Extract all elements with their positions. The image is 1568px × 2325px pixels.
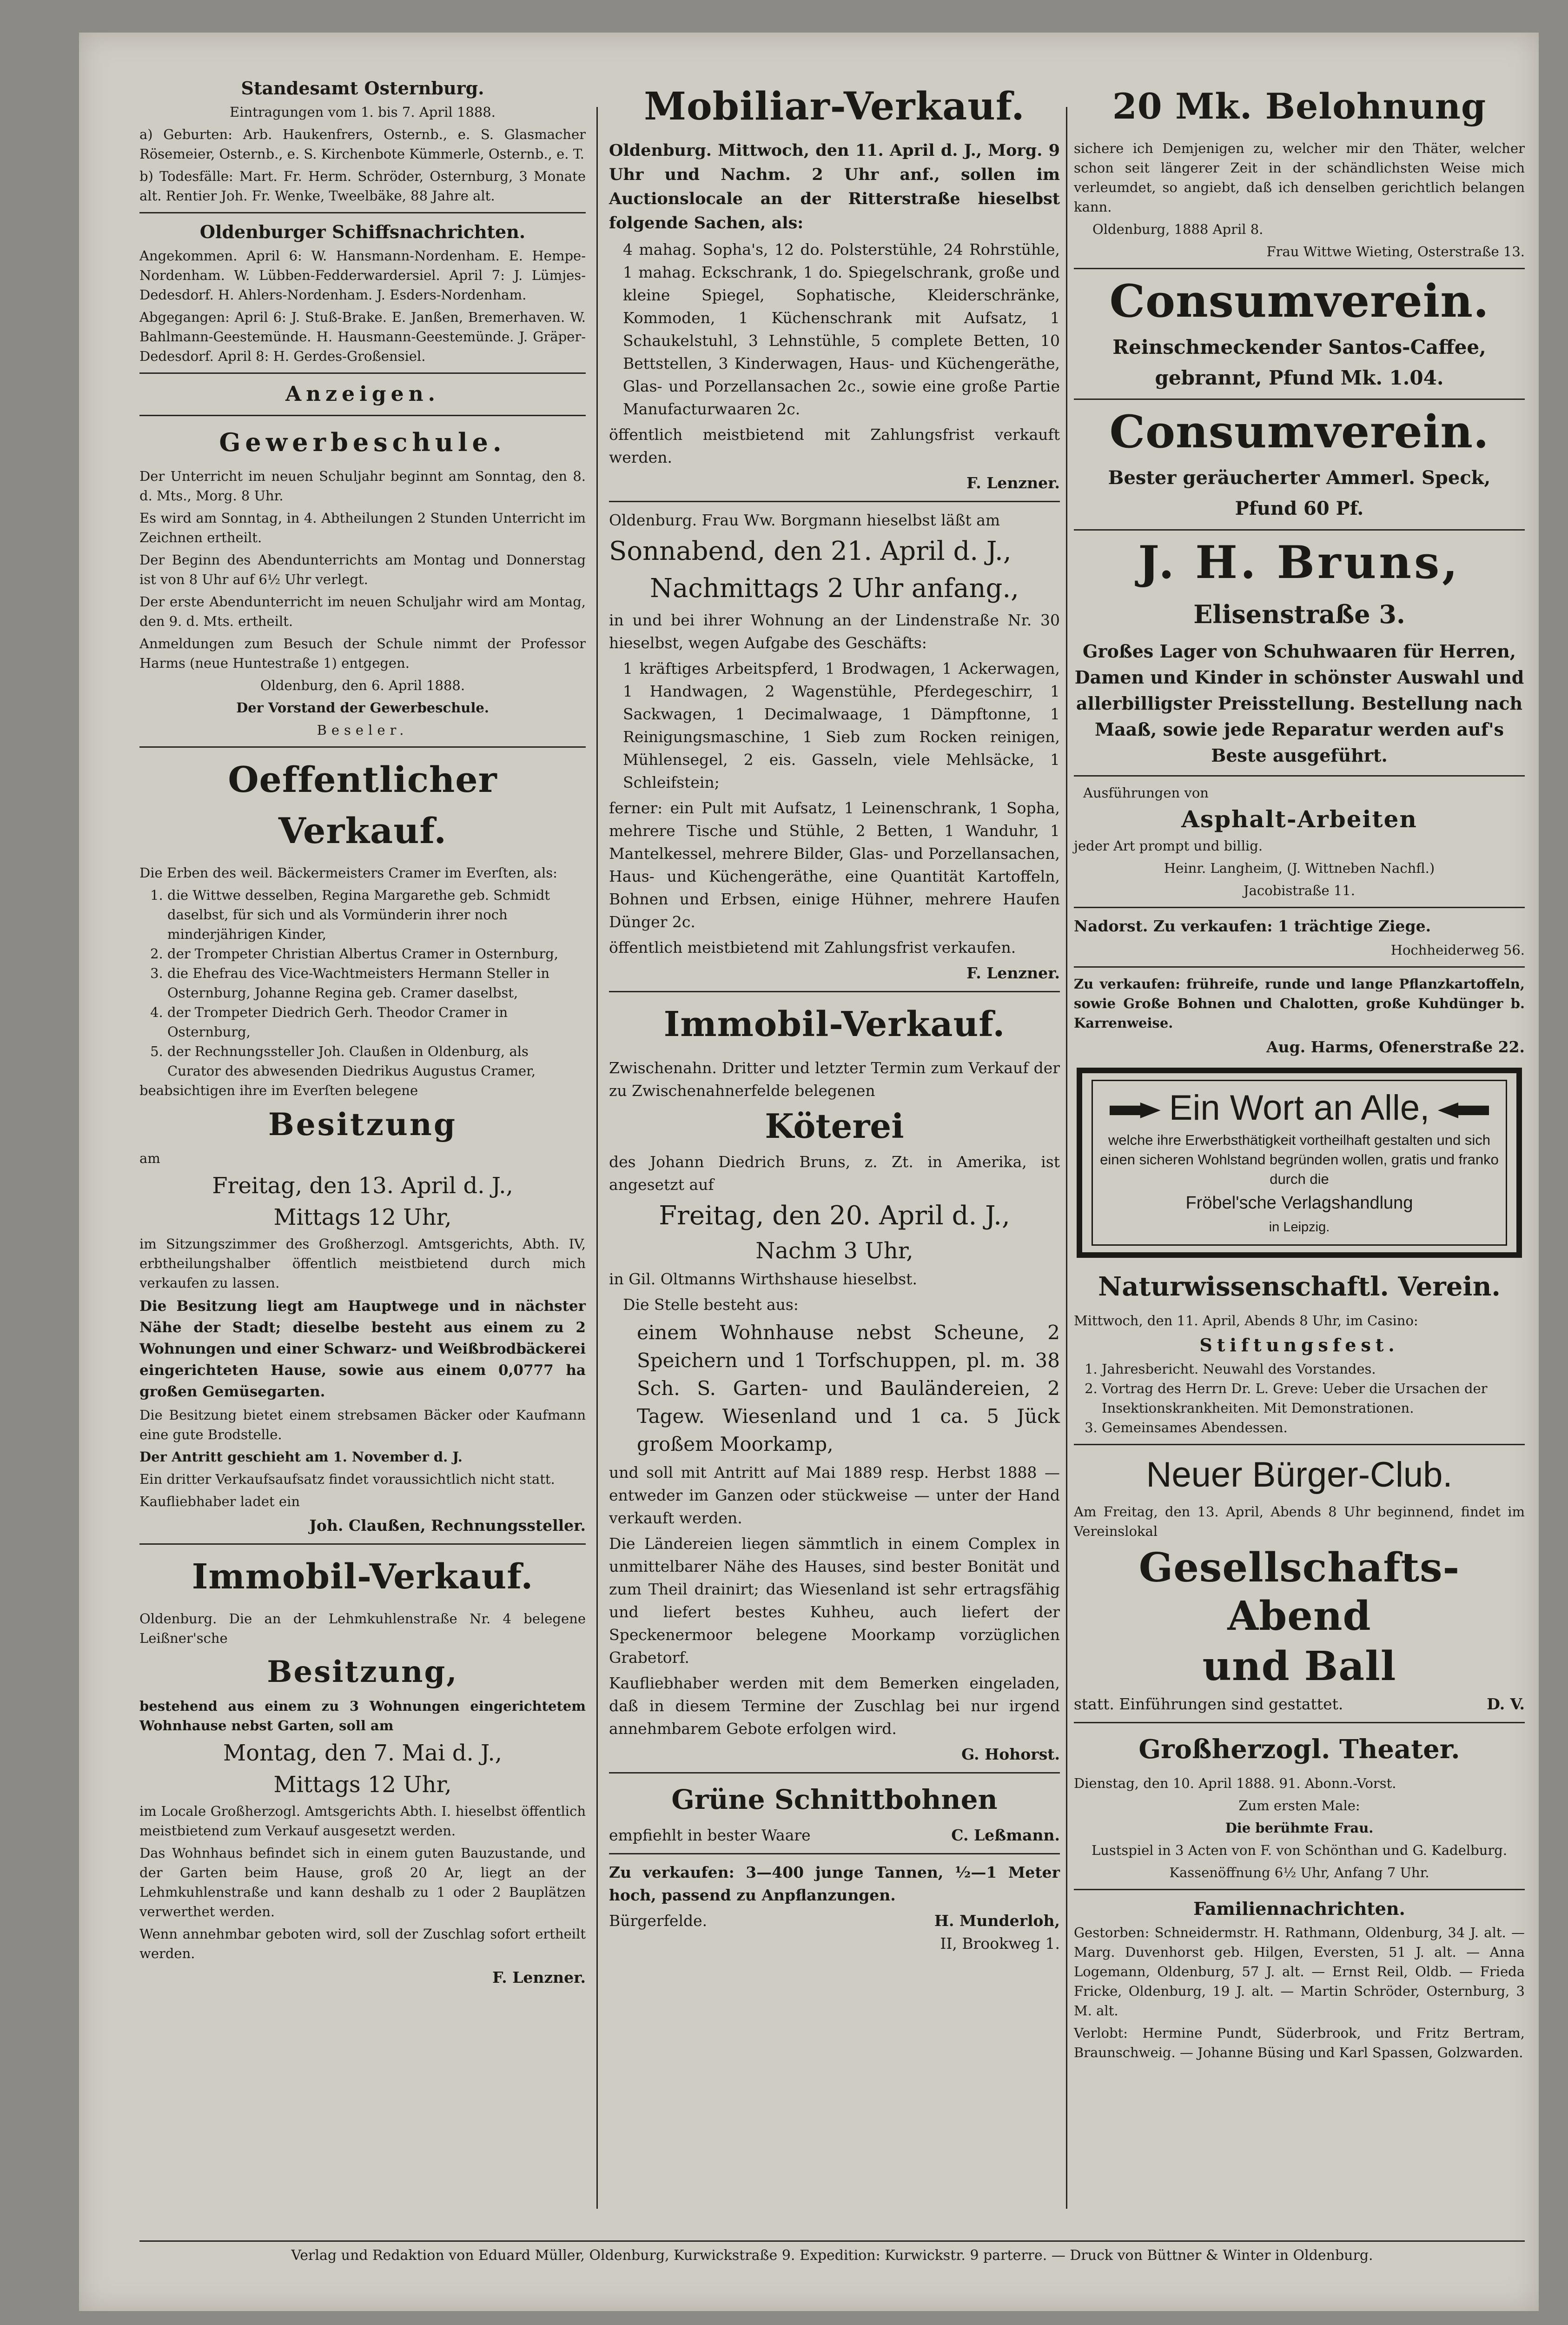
verkauf-cramer-intro: Die Erben des weil. Bäckermeisters Cramer im Everſten, als: — [139, 865, 557, 881]
kartoffeln-text: Zu verkaufen: frühreife, runde und lange Pflanzkartoffeln, sowie Große Bohnen und Chalotten, große Kuhdünger b. Karrenweise. — [1074, 976, 1525, 1031]
familie-deaths: Gestorben: Schneidermstr. H. Rathmann, Oldenburg, 34 J. alt. — Marg. Duvenhorst geb. Hilgen, Eversten, 51 J. alt. — Anna Logemann, Oldenburg, 57 J. alt. — Ernst Reil, Oldb. — Frieda Fricke, Oldenburg, 19 J. alt. — Martin Schröder, Osternburg, 3 M. alt. — [1074, 1925, 1525, 2019]
mobiliar-ad — [609, 81, 1060, 494]
buerger-club-event2: und Ball — [1202, 1643, 1396, 1690]
verkauf-cramer-p4: Ein dritter Verkaufsaufsatz findet voraussichtlich nicht statt. — [139, 1471, 555, 1487]
standesamt-births: a) Geburten: Arb. Haukenfrers, Osternb., e. S. Glasmacher Rösemeier, Osternb., e. S. Kirchenbote Kümmerle, Osternb., e. T. — [139, 126, 586, 162]
standesamt-title: Standesamt Osternburg. — [241, 78, 484, 99]
verkauf-cramer-object: Besitzung — [268, 1106, 457, 1143]
pointing-hand-icon — [1110, 1103, 1161, 1118]
buerger-club-title: Neuer Bürger-Club. — [1146, 1455, 1453, 1495]
standesamt-deaths: b) Todesfälle: Mart. Fr. Herm. Schröder, Osternburg, 3 Monate alt. Rentier Joh. Fr. Wenke, Tweelbäke, 88 Jahre alt. — [139, 168, 586, 204]
divider — [139, 212, 586, 213]
tannen-text: Zu verkaufen: 3—400 junge Tannen, ½—1 Meter hoch, passend zu Anpflanzungen. — [609, 1863, 1060, 1904]
gewerbeschule-date: Oldenburg, den 6. April 1888. — [260, 678, 465, 693]
divider — [609, 991, 1060, 992]
bruns-street: Elisenstraße 3. — [1193, 599, 1405, 629]
theater-first: Zum ersten Male: — [1238, 1798, 1360, 1814]
column-rule-2 — [1066, 107, 1067, 2209]
theater-play: Die berühmte Frau. — [1225, 1820, 1374, 1836]
gewerbeschule-p3: Der Beginn des Abendunterrichts am Montag und Donnerstag ist von 8 Uhr auf 6½ Uhr verlegt. — [139, 552, 586, 587]
divider — [609, 1853, 1060, 1854]
immobil-koeterei-items: einem Wohnhause nebst Scheune, 2 Speichern und 1 Torfschuppen, pl. m. 38 Sch. S. Garten- und Bauländereien, 2 Tagew. Wiesenland und 1 ca. 5 Jück großem Moorkamp, — [637, 1321, 1060, 1455]
consum-caffee-l2: gebrannt, Pfund Mk. 1.04. — [1155, 366, 1444, 389]
imprint-footer: Verlag und Redaktion von Eduard Müller, Oldenburg, Kurwickstraße 9. Expedition: Kurwickstr. 9 parterre. — Druck von Büttner & Winter in Oldenburg. — [139, 2240, 1525, 2264]
heir-item: 5. der Rechnungssteller Joh. Claußen in Oldenburg, als Curator des abwesenden Diedrikus Augustus Cramer, — [167, 1042, 586, 1081]
divider — [1074, 1889, 1525, 1890]
program-item: 1. Jahresbericht. Neuwahl des Vorstandes. — [1102, 1359, 1525, 1379]
bruns-ad — [1074, 537, 1525, 769]
asphalt-title: Asphalt-Arbeiten — [1181, 805, 1417, 833]
theater-time: Kassenöffnung 6½ Uhr, Anfang 7 Uhr. — [1169, 1865, 1429, 1880]
asphalt-ad — [1074, 783, 1525, 900]
tannen-sign: H. Munderloh, — [934, 1912, 1060, 1930]
immobil-koeterei-owner: des Johann Diedrich Bruns, z. Zt. in Amerika, ist angesetzt auf — [609, 1153, 1060, 1194]
immobil-leissner-date: Montag, den 7. Mai d. J., — [223, 1740, 503, 1766]
borgmann-further: ferner: ein Pult mit Aufsatz, 1 Leinenschrank, 1 Sopha, mehrere Tische und Stühle, 2 Betten, 1 Wanduhr, 1 Mantelkessel, mehrere Bilder, Glas- und Porzellansachen, Haus- und Küchengeräthe, eine Quantität Kartoffeln, Bohnen und Erbsen, einige Hühner, mehrere Haufen Dünger 2c. — [609, 799, 1060, 931]
mobiliar-sign: F. Lenzner. — [966, 474, 1060, 492]
schiff-section — [139, 220, 586, 366]
schiff-title: Oldenburger Schiffsnachrichten. — [199, 221, 526, 242]
divider — [139, 746, 586, 748]
theater-desc: Lustspiel in 3 Acten von F. von Schönthan und G. Kadelburg. — [1091, 1842, 1508, 1858]
divider — [609, 501, 1060, 502]
immobil-leissner-object: Besitzung, — [267, 1654, 458, 1689]
verkauf-cramer-date: Freitag, den 13. April d. J., — [212, 1173, 513, 1199]
ein-wort-ad — [1077, 1068, 1522, 1258]
immobil-leissner-place: im Locale Großherzogl. Amtsgerichts Abth. I. hieselbst öffentlich meistbietend zum Verkauf ausgesetzt werden. — [139, 1803, 586, 1839]
anzeigen-heading: Anzeigen. — [285, 382, 440, 406]
immobil-koeterei-p2: und soll mit Antritt auf Mai 1889 resp. Herbst 1888 — entweder im Ganzen oder stückweise — unter der Hand verkauft werden. — [609, 1463, 1060, 1527]
standesamt-section — [139, 76, 586, 206]
divider — [1074, 399, 1525, 400]
familie-engaged: Verlobt: Hermine Pundt, Süderbrook, und Fritz Bertram, Braunschweig. — Johanne Büsing und Karl Spassen, Golzwarden. — [1074, 2025, 1525, 2060]
immobil-leissner-intro: Oldenburg. Die an der Lehmkuhlenstraße Nr. 4 belegene Leißner'sche — [139, 1611, 586, 1646]
divider — [1074, 1722, 1525, 1723]
tannen-ad — [609, 1861, 1060, 1955]
familie-section — [1074, 1897, 1525, 2062]
gewerbeschule-p4: Der erste Abendunterricht im neuen Schuljahr wird am Montag, den 9. d. Mts. ertheilt. — [139, 594, 586, 629]
borgmann-date: Sonnabend, den 21. April d. J., — [609, 536, 1012, 566]
heir-item: 2. der Trompeter Christian Albertus Cramer in Osternburg, — [167, 944, 586, 963]
immobil-leissner-sign: F. Lenzner. — [492, 1968, 586, 1986]
column-rule-1 — [596, 107, 598, 2209]
heir-item: 3. die Ehefrau des Vice-Wachtmeisters Hermann Steller in Osternburg, Johanne Regina geb. Cramer daselbst, — [167, 963, 586, 1003]
mobiliar-title: Mobiliar-Verkauf. — [644, 84, 1025, 129]
borgmann-sign: F. Lenzner. — [966, 964, 1060, 982]
natur-program-list — [1074, 1359, 1525, 1437]
column-1 — [139, 74, 586, 1992]
gewerbeschule-title: Gewerbeschule. — [219, 427, 506, 457]
bruns-title: J. H. Bruns, — [1138, 536, 1461, 589]
buerger-club-text: Am Freitag, den 13. April, Abends 8 Uhr beginnend, findet im Vereinslokal — [1074, 1504, 1525, 1539]
consum-speck-title: Consumverein. — [1109, 405, 1489, 458]
immobil-koeterei-intro: Zwischenahn. Dritter und letzter Termin zum Verkauf der zu Zwischenahnerfelde belegenen — [609, 1059, 1060, 1100]
belohnung-text: sichere ich Demjenigen zu, welcher mir den Thäter, welcher schon seit längerer Zeit in der schändlichsten Weise mich verleumdet, so angiebt, daß ich denselben gerichtlich belangen kann. — [1074, 140, 1525, 215]
divider — [609, 1772, 1060, 1774]
bohnen-ad — [609, 1780, 1060, 1847]
asphalt-l1: jeder Art prompt und billig. — [1074, 838, 1263, 854]
verkauf-cramer-p3: Der Antritt geschieht am 1. November d. J. — [139, 1449, 463, 1465]
natur-title: Naturwissenschaftl. Verein. — [1098, 1271, 1501, 1302]
gewerbeschule-sign2: Beseler. — [317, 722, 409, 738]
immobil-koeterei-p3: Die Ländereien liegen sämmtlich in einem Complex in unmittelbarer Nähe des Hauses, sind bester Bonität und zum Theil drainirt; das Wiesenland ist sehr ertragsfähig und liefert bestes Kuhheu, auch liefert der Speckenermoor belegene Moorkamp vorzüglichen Grabetorf. — [609, 1534, 1060, 1667]
divider — [1074, 1444, 1525, 1445]
divider — [1074, 775, 1525, 777]
consum-speck-l1: Bester geräucherter Ammerl. Speck, — [1108, 467, 1491, 489]
immobil-leissner-p2: Das Wohnhaus befindet sich in einem guten Bauzustande, und der Garten beim Hause, groß 20 Ar, liegt an der Lehmkuhlenstraße und kann deshalb zu 1 oder 2 Bauplätzen verwerthet werden. — [139, 1845, 586, 1920]
verkauf-cramer-place: im Sitzungszimmer des Großherzogl. Amtsgerichts, Abth. IV, erbtheilungshalber öffentlich meistbietend durch mich verkaufen zu lassen. — [139, 1236, 586, 1291]
familie-title: Familiennachrichten. — [1193, 1898, 1405, 1919]
ein-wort-city: in Leipzig. — [1269, 1220, 1330, 1235]
buerger-club-sign: D. V. — [1487, 1695, 1525, 1713]
immobil-leissner-desc: bestehend aus einem zu 3 Wohnungen eingerichtetem Wohnhause nebst Garten, soll am — [139, 1698, 586, 1734]
mobiliar-intro: Oldenburg. Mittwoch, den 11. April d. J., Morg. 9 Uhr und Nachm. 2 Uhr anf., sollen im Auctionslocale an der Ritterstraße hieselbst folgende Sachen, als: — [609, 141, 1060, 232]
schiff-departed: Abgegangen: April 6: J. Stuß-Brake. E. Janßen, Bremerhaven. W. Bahlmann-Geestemünde. H. Hausmann-Geestemünde. J. Gräper-Dedesdorf. April 8: H. Gerdes-Großensiel. — [139, 309, 586, 364]
theater-ad — [1074, 1730, 1525, 1882]
ein-wort-inner — [1092, 1080, 1507, 1246]
consum-caffee-ad — [1074, 276, 1525, 392]
borgmann-sale: öffentlich meistbietend mit Zahlungsfrist verkaufen. — [609, 938, 1016, 957]
divider — [1074, 529, 1525, 531]
heirs-list — [139, 885, 586, 1081]
ein-wort-heading — [1099, 1086, 1499, 1130]
kartoffeln-sign: Aug. Harms, Ofenerstraße 22. — [1266, 1038, 1525, 1056]
kartoffeln-ad — [1074, 974, 1525, 1058]
natur-fest: Stiftungsfest. — [1199, 1335, 1399, 1355]
pointing-hand-icon — [1438, 1103, 1489, 1118]
verkauf-cramer-p2: Die Besitzung bietet einem strebsamen Bäcker oder Kaufmann eine gute Brodstelle. — [139, 1407, 586, 1442]
asphalt-l2: Heinr. Langheim, (J. Wittneben Nachfl.) — [1164, 860, 1435, 876]
buerger-club-l1: statt. Einführungen sind gestattet. — [1074, 1695, 1343, 1713]
column-2 — [609, 74, 1060, 1958]
verkauf-cramer-intend: beabsichtigen ihre im Everſten belegene — [139, 1083, 418, 1098]
belohnung-title: 20 Mk. Belohnung — [1112, 86, 1487, 127]
natur-intro: Mittwoch, den 11. April, Abends 8 Uhr, im Casino: — [1074, 1313, 1418, 1329]
bohnen-text: empfiehlt in bester Waare — [609, 1826, 811, 1844]
mobiliar-items: 4 mahag. Sopha's, 12 do. Polsterstühle, 24 Rohrstühle, 1 mahag. Eckschrank, 1 do. Spiegelschrank, große und kleine Spiegel, Sophatische, Kleiderschränke, Kommoden, 1 Küchenschrank mit Aufsatz, 1 Schaukelstuhl, 3 Lehnstühle, 5 complete Betten, 10 Bettstellen, 3 Kinderwagen, Haus- und Küchengeräthe, Glas- und Porzellansachen 2c., sowie eine große Partie Manufacturwaaren 2c. — [623, 240, 1060, 418]
divider — [139, 1543, 586, 1545]
belohnung-ad — [1074, 81, 1525, 261]
divider — [1074, 966, 1525, 968]
standesamt-period: Eintragungen vom 1. bis 7. April 1888. — [230, 104, 496, 120]
heir-item: 4. der Trompeter Diedrich Gerh. Theodor Cramer in Osternburg, — [167, 1003, 586, 1042]
asphalt-l0: Ausführungen von — [1083, 785, 1209, 801]
divider — [1074, 907, 1525, 908]
heir-item: 1. die Wittwe desselben, Regina Margarethe geb. Schmidt daselbst, für sich und als Vormünderin ihrer noch minderjährigen Kinder, — [167, 885, 586, 944]
theater-date: Dienstag, den 10. April 1888. 91. Abonn.-Vorst. — [1074, 1775, 1396, 1791]
verkauf-cramer-title: Oeffentlicher Verkauf. — [228, 759, 497, 851]
column-3 — [1074, 74, 1525, 2065]
natur-ad — [1074, 1267, 1525, 1437]
bohnen-title: Grüne Schnittbohnen — [671, 1784, 998, 1815]
consum-speck-l2: Pfund 60 Pf. — [1235, 498, 1364, 519]
gewerbeschule-p1: Der Unterricht im neuen Schuljahr beginnt am Sonntag, den 8. d. Mts., Morg. 8 Uhr. — [139, 468, 586, 504]
belohnung-sign: Frau Wittwe Wieting, Osterstraße 13. — [1266, 244, 1525, 259]
gewerbeschule-p2: Es wird am Sonntag, in 4. Abtheilungen 2 Stunden Unterricht im Zeichnen ertheilt. — [139, 510, 586, 545]
immobil-koeterei-sign: G. Hohorst. — [961, 1745, 1060, 1763]
borgmann-ad — [609, 509, 1060, 984]
immobil-leissner-time: Mittags 12 Uhr, — [273, 1772, 452, 1798]
immobil-koeterei-date: Freitag, den 20. April d. J., — [659, 1201, 1010, 1231]
asphalt-l3: Jacobistraße 11. — [1243, 883, 1355, 898]
ein-wort-text: welche ihre Erwerbsthätigkeit vortheilhaft gestalten und sich einen sicheren Wohlstand begründen wollen, gratis und franko durch die — [1100, 1132, 1499, 1187]
immobil-koeterei-object: Köterei — [765, 1106, 904, 1146]
immobil-leissner-p3: Wenn annehmbar geboten wird, soll der Zuschlag sofort ertheilt werden. — [139, 1926, 586, 1961]
verkauf-cramer-desc: Die Besitzung liegt am Hauptwege und in nächster Nähe der Stadt; dieselbe besteht aus einem zu 2 Wohnungen und einer Schwarz- und Weißbrodbäckerei eingerichteten Hause, sowie aus einem 0,0777 ha großen Gemüsegarten. — [139, 1298, 586, 1400]
immobil-koeterei-title: Immobil-Verkauf. — [663, 1004, 1006, 1044]
consum-caffee-l1: Reinschmeckender Santos-Caffee, — [1112, 336, 1486, 359]
borgmann-intro: Oldenburg. Frau Ww. Borgmann hieselbst läßt am — [609, 511, 1000, 529]
schiff-arrived: Angekommen. April 6: W. Hansmann-Nordenham. E. Hempe-Nordenham. W. Lübben-Fedderwardersiel. April 7: J. Lümjes-Dedesdorf. H. Ahlers-Nordenham. J. Esders-Nordenham. — [139, 248, 586, 303]
mobiliar-sale: öffentlich meistbietend mit Zahlungsfrist verkauft werden. — [609, 425, 1060, 466]
tannen-place: Bürgerfelde. — [609, 1912, 708, 1930]
divider — [1074, 268, 1525, 269]
immobil-koeterei-place: in Gil. Oltmanns Wirthshause hieselbst. — [609, 1270, 917, 1288]
belohnung-date: Oldenburg, 1888 April 8. — [1092, 221, 1264, 237]
bohnen-sign: C. Leßmann. — [951, 1826, 1060, 1844]
ziege-text: Nadorst. Zu verkaufen: 1 trächtige Ziege. — [1074, 917, 1431, 935]
consum-speck-ad — [1074, 406, 1525, 523]
verkauf-cramer-am: am — [139, 1150, 160, 1166]
borgmann-time: Nachmittags 2 Uhr anfang., — [650, 573, 1019, 604]
verkauf-cramer-time: Mittags 12 Uhr, — [273, 1204, 452, 1230]
bruns-text: Großes Lager von Schuhwaaren für Herren, Damen und Kinder in schönster Auswahl und allerbilligster Preisstellung. Bestellung nach Maaß, sowie jede Reparatur werden auf's Beste ausgeführt. — [1074, 641, 1524, 766]
immobil-koeterei-time: Nachm 3 Uhr, — [755, 1238, 913, 1264]
consum-caffee-title: Consumverein. — [1109, 275, 1489, 327]
immobil-koeterei-ad — [609, 999, 1060, 1766]
gewerbeschule-ad — [139, 423, 586, 740]
ein-wort-title: Ein Wort an Alle, — [1169, 1088, 1430, 1128]
ein-wort-pub: Fröbel'sche Verlagshandlung — [1185, 1193, 1413, 1213]
theater-title: Großherzogl. Theater. — [1138, 1734, 1460, 1765]
immobil-leissner-ad — [139, 1551, 586, 1989]
tannen-addr: II, Brookweg 1. — [940, 1934, 1060, 1953]
borgmann-items: 1 kräftiges Arbeitspferd, 1 Brodwagen, 1 Ackerwagen, 1 Handwagen, 2 Wagenstühle, Pferdegeschirr, 1 Sackwagen, 1 Decimalwaage, 1 Dämpftonne, 1 Reinigungsmaschine, 1 Sieb zum Rocken reinigen, Mühlensegel, 2 eis. Gasseln, viele Mehlsäcke, 1 Schleifstein; — [623, 659, 1060, 791]
borgmann-place: in und bei ihrer Wohnung an der Lindenstraße Nr. 30 hieselbst, wegen Aufgabe des Geschäfts: — [609, 611, 1060, 652]
divider — [139, 372, 586, 374]
ziege-addr: Hochheiderweg 56. — [1390, 942, 1525, 958]
verkauf-cramer-sign: Joh. Claußen, Rechnungssteller. — [309, 1516, 586, 1534]
divider — [139, 415, 586, 416]
immobil-leissner-title: Immobil-Verkauf. — [192, 1557, 534, 1597]
verkauf-cramer-ad — [139, 754, 586, 1537]
gewerbeschule-sign1: Der Vorstand der Gewerbeschule. — [236, 700, 489, 716]
gewerbeschule-p5: Anmeldungen zum Besuch der Schule nimmt der Professor Harms (neue Huntestraße 1) entgegen. — [139, 636, 586, 671]
program-item: 3. Gemeinsames Abendessen. — [1102, 1418, 1525, 1437]
buerger-club-event: Gesellschafts-Abend — [1138, 1544, 1460, 1640]
buerger-club-ad — [1074, 1452, 1525, 1715]
ziege-ad — [1074, 915, 1525, 960]
verkauf-cramer-p5: Kaufliebhaber ladet ein — [139, 1494, 300, 1509]
program-item: 2. Vortrag des Herrn Dr. L. Greve: Ueber die Ursachen der Insektionskrankheiten. Mit Demonstrationen. — [1102, 1379, 1525, 1418]
immobil-koeterei-p4: Kaufliebhaber werden mit dem Bemerken eingeladen, daß in diesem Termine der Zuschlag bei nur irgend annehmbarem Gebote erfolgen wird. — [609, 1674, 1060, 1738]
immobil-koeterei-consists: Die Stelle besteht aus: — [623, 1295, 799, 1314]
